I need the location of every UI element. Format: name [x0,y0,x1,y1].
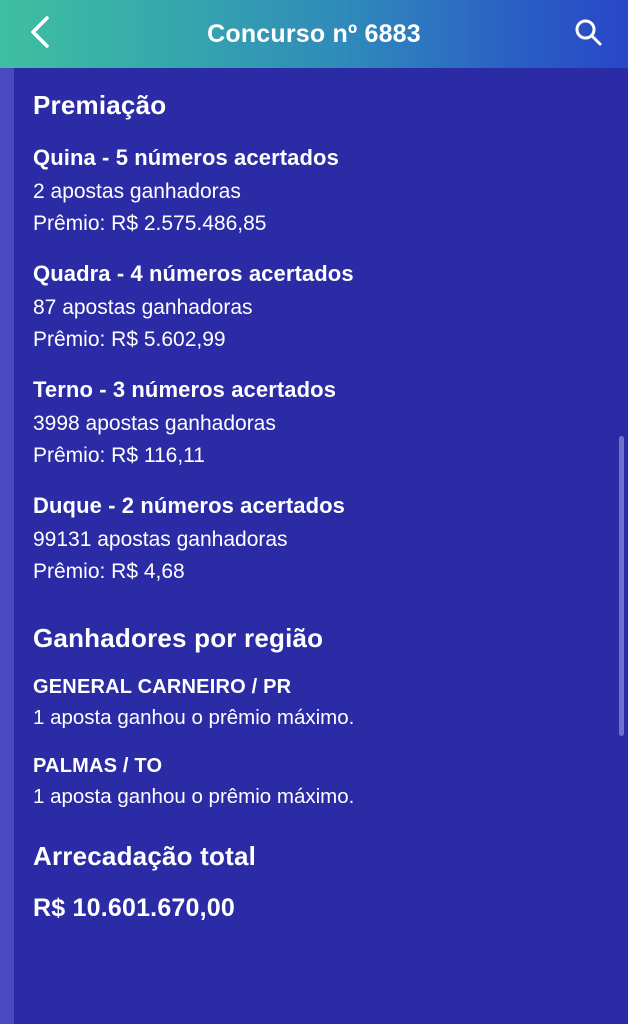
prize-tier-amount: Prêmio: R$ 116,11 [33,443,205,467]
total-amount: R$ 10.601.670,00 [33,894,235,923]
prize-tier-name: Duque - 2 números acertados [33,493,345,518]
total-section-title: Arrecadação total [33,841,257,872]
search-icon [573,17,603,52]
region-winner [33,755,598,812]
prize-tier [33,493,598,587]
bottom-spacer [33,923,598,963]
prize-tier [33,145,598,239]
search-button[interactable] [566,12,610,56]
prize-tier-amount: Prêmio: R$ 5.602,99 [33,327,226,351]
prize-tier-winners: 99131 apostas ganhadoras [33,528,288,551]
prize-tier-amount: Prêmio: R$ 4,68 [33,559,185,583]
scrollbar-thumb[interactable] [619,436,624,736]
prize-tier-amount: Prêmio: R$ 2.575.486,85 [33,211,267,235]
region-note: 1 aposta ganhou o prêmio máximo. [33,784,355,808]
region-name: GENERAL CARNEIRO / PR [33,676,292,698]
prize-tier-name: Quina - 5 números acertados [33,145,339,170]
region-winner [33,676,598,733]
left-accent-strip [0,68,14,1024]
results-content [14,68,618,1024]
prize-tier-name: Terno - 3 números acertados [33,377,337,402]
prize-section-title: Premiação [33,90,167,120]
prize-tier [33,377,598,471]
prize-tier-name: Quadra - 4 números acertados [33,261,354,286]
prize-tier-winners: 2 apostas ganhadoras [33,180,241,203]
region-name: PALMAS / TO [33,754,163,777]
back-button[interactable] [18,12,62,56]
page-title: Concurso nº 6883 [207,19,421,48]
regions-section-title: Ganhadores por região [33,623,324,653]
chevron-left-icon [29,15,51,54]
app-header [0,0,628,68]
scrollbar-track[interactable] [621,68,626,1024]
prize-tier-winners: 3998 apostas ganhadoras [33,412,276,435]
prize-tier-winners: 87 apostas ganhadoras [33,296,253,319]
region-note: 1 aposta ganhou o prêmio máximo. [33,706,355,729]
prize-tier [33,261,598,355]
